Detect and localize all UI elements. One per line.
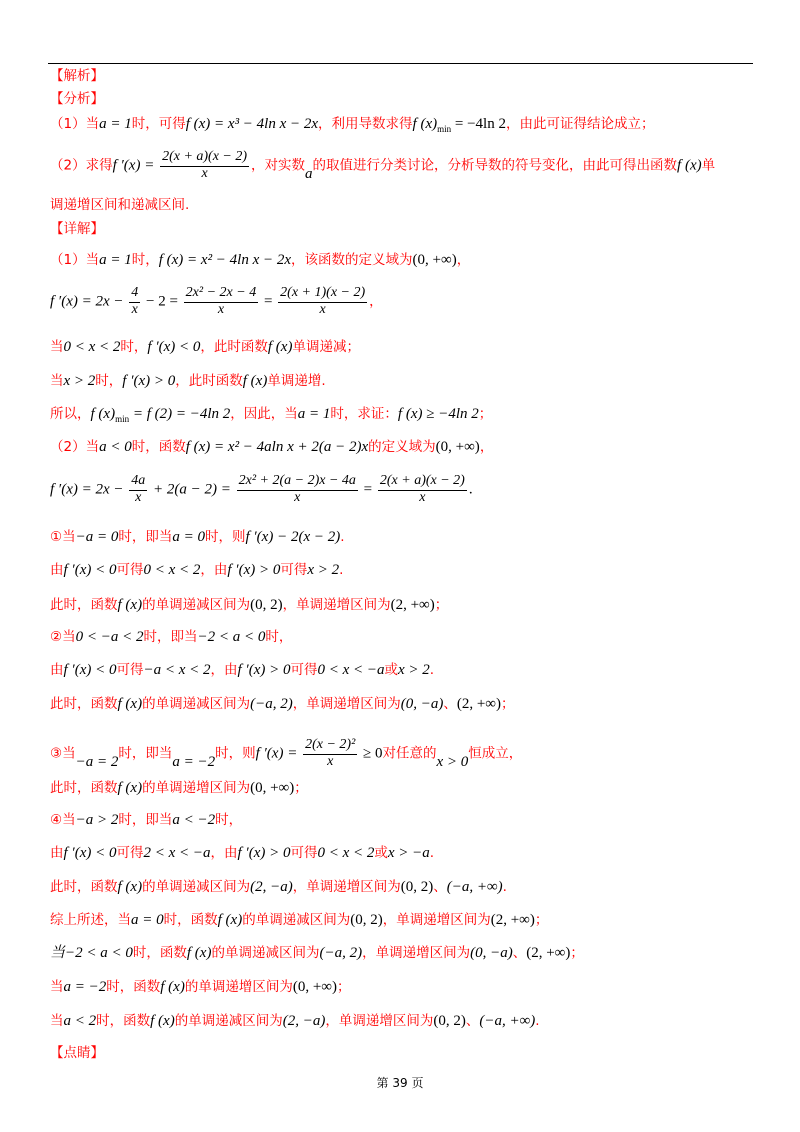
- math-cond: a = 0: [131, 912, 164, 928]
- text: 时，则: [204, 529, 246, 545]
- text: ④当: [50, 812, 76, 828]
- text: 由: [50, 845, 64, 861]
- detail-line-6: [50, 440, 493, 455]
- fraction-numerator: 2(x + a)(x − 2): [160, 150, 249, 167]
- summary-line-1: [50, 913, 548, 928]
- text: 的单调递增区间为: [184, 979, 293, 995]
- fraction-denominator: x: [201, 165, 208, 181]
- text: ；: [570, 945, 584, 961]
- text: ，由: [210, 662, 238, 678]
- text: 或: [384, 662, 398, 678]
- fraction-denominator: x: [135, 489, 142, 505]
- math-domain: (0, +∞): [435, 439, 480, 455]
- text: .: [429, 662, 435, 678]
- math-interval: (0, −a): [470, 945, 513, 961]
- text: 此时，函数: [50, 597, 118, 613]
- text: 当: [50, 339, 64, 355]
- text: 时，可得: [131, 116, 186, 132]
- text: 时，: [95, 373, 123, 389]
- math-interval: (0, +∞): [250, 780, 295, 796]
- math-interval: (0, 2): [350, 912, 383, 928]
- math-ge0: ≥ 0: [359, 745, 383, 762]
- text: 的单调递减区间为: [142, 696, 251, 712]
- text: 此时，函数: [50, 696, 118, 712]
- math-cond: x > −a: [387, 845, 430, 861]
- math-domain: (0, +∞): [412, 252, 457, 268]
- text: 的单调递增区间为: [142, 780, 251, 796]
- math-interval: (2, −a): [282, 1013, 326, 1029]
- text: 时，: [265, 629, 293, 645]
- tag-fenxi-text: 【分析】: [50, 91, 104, 107]
- math-fp-gt0: f ′(x) > 0: [227, 562, 281, 578]
- text: 调递增区间和递减区间.: [50, 197, 190, 213]
- fraction-denominator: x: [419, 489, 426, 505]
- math-cond: −a < x < 2: [143, 662, 211, 678]
- text: ，: [479, 439, 494, 455]
- text: ②当: [50, 629, 76, 645]
- text: ，: [369, 293, 383, 310]
- math-fp: f ′(x) − 2(x − 2): [245, 529, 341, 545]
- text: 恒成立，: [468, 745, 523, 762]
- text: 的单调递减区间为: [242, 912, 351, 928]
- math-interval: (0, 2): [250, 597, 283, 613]
- text: .: [502, 879, 507, 895]
- math-cond: 2 < x < −a: [143, 845, 211, 861]
- tag-dianjing: [50, 1047, 104, 1061]
- math-interval: (−a, 2): [319, 945, 363, 961]
- text: ，由: [200, 562, 228, 578]
- text: ③当: [50, 745, 76, 762]
- text: 由: [50, 662, 64, 678]
- fraction-numerator: 2(x − 2)²: [303, 738, 357, 755]
- math-fp-gt0: f ′(x) > 0: [122, 373, 176, 389]
- text: 由: [50, 562, 64, 578]
- math-interval: (2, +∞): [390, 597, 435, 613]
- fraction: [129, 286, 140, 317]
- text: 的取值进行分类讨论，分析导数的符号变化，由此可得出函数: [312, 157, 678, 174]
- math-neg4ln2: = −4ln 2: [451, 116, 506, 132]
- text: （2）当: [50, 439, 100, 455]
- math-cond: 0 < x < 2: [317, 845, 375, 861]
- fraction: [237, 474, 358, 505]
- math-cond: 0 < x < −a: [317, 662, 385, 678]
- math-fp-lt0: f ′(x) < 0: [63, 845, 117, 861]
- math-cond: 0 < x < 2: [63, 339, 121, 355]
- math-cond: −a = 0: [75, 529, 119, 545]
- case1-line-3: [50, 598, 448, 613]
- math-cond: a < 2: [63, 1013, 97, 1029]
- text: 的单调递减区间为: [174, 1013, 283, 1029]
- analysis-line-2: [50, 150, 715, 181]
- math-plus: + 2(a − 2) =: [149, 481, 235, 498]
- tag-xiangjie-text: 【详解】: [50, 221, 104, 237]
- text: 的单调递减区间为: [211, 945, 320, 961]
- math-fx: f (x): [677, 157, 702, 174]
- math-cond: a = 0: [172, 529, 205, 545]
- math-fp: f ′(x) =: [255, 745, 302, 762]
- text: ，由此可证得结论成立；: [505, 116, 655, 132]
- text: ①当: [50, 529, 76, 545]
- text: 、: [443, 696, 457, 712]
- math-cond: −a = 2: [75, 753, 119, 770]
- text: ，此时函数: [175, 373, 243, 389]
- math-interval: (2, −a): [250, 879, 293, 895]
- text: 时，即当: [143, 629, 198, 645]
- math-cond: x > 0: [436, 753, 469, 770]
- case2-line-3: [50, 697, 514, 712]
- case3-line-2: [50, 781, 308, 796]
- math-min-sub: min: [115, 414, 130, 424]
- math-fx: f (x): [117, 879, 143, 895]
- text: ，: [456, 252, 471, 268]
- summary-line-3: [50, 980, 350, 995]
- page-number: 第 39 页: [376, 1076, 424, 1090]
- math-fp-lt0: f ′(x) < 0: [63, 562, 117, 578]
- math-fx: f (x): [242, 373, 268, 389]
- fraction: [278, 286, 367, 317]
- text: ，利用导数求得: [318, 116, 413, 132]
- text: 时，: [120, 339, 148, 355]
- text: （2）求得: [50, 157, 113, 174]
- math-interval: (2, +∞): [526, 945, 571, 961]
- text: 可得: [290, 662, 318, 678]
- math-interval: (2, +∞): [456, 696, 501, 712]
- text: 时，函数: [163, 912, 218, 928]
- detail-line-5: [50, 407, 492, 424]
- math-fp-gt0: f ′(x) > 0: [237, 845, 291, 861]
- text: ，单调递增区间为: [362, 945, 471, 961]
- math-cond: x > 2: [307, 562, 340, 578]
- math-cond: a = −2: [63, 979, 107, 995]
- case2-line-1: [50, 630, 292, 645]
- math-interval: (0, 2): [400, 879, 434, 895]
- text: （1）当: [50, 252, 100, 268]
- case4-line-1: [50, 813, 242, 828]
- math-interval: (−a, 2): [250, 696, 293, 712]
- text: 此时，函数: [50, 879, 118, 895]
- math-fx-def: f (x) = x² − 4ln x − 2x: [158, 252, 292, 268]
- text: ，此时函数: [200, 339, 268, 355]
- text: ；: [336, 979, 351, 995]
- text: ，由: [210, 845, 238, 861]
- math-fx: f (x): [186, 945, 212, 961]
- fraction-numerator: 4a: [129, 474, 147, 491]
- detail-line-1: [50, 253, 470, 268]
- math-cond: x > 2: [398, 662, 430, 678]
- math-interval: (2, +∞): [490, 912, 535, 928]
- math-interval: (0, −a): [400, 696, 444, 712]
- math-a-lt-0: a < 0: [99, 439, 132, 455]
- text: 单调递增.: [267, 373, 326, 389]
- fraction-denominator: x: [217, 301, 225, 317]
- case4-line-2: [50, 846, 434, 861]
- text: 时，即当: [118, 529, 173, 545]
- text: 当: [50, 979, 64, 995]
- math-interval: (0, 2): [433, 1013, 466, 1029]
- math-fp-gt0: f ′(x) > 0: [237, 662, 291, 678]
- text: .: [339, 562, 344, 578]
- text: 的单调递减区间为: [142, 597, 251, 613]
- math-a-eq-1: a = 1: [297, 406, 331, 422]
- math-a: a: [305, 165, 313, 182]
- fraction-numerator: 2(x + a)(x − 2): [378, 474, 467, 491]
- math-cond: a < −2: [172, 812, 216, 828]
- text: 可得: [116, 562, 144, 578]
- text: 、: [465, 1013, 480, 1029]
- text: ，单调递增区间为: [382, 912, 491, 928]
- math-fx: f (x): [160, 979, 185, 995]
- text: 可得: [116, 845, 144, 861]
- analysis-line-3: [50, 199, 189, 213]
- text: .: [535, 1013, 540, 1029]
- summary-line-4: [50, 1014, 540, 1029]
- text: 时，函数: [96, 1013, 151, 1029]
- tag-xiangjie: [50, 223, 104, 237]
- text: 可得: [280, 562, 308, 578]
- text: 时，求证：: [330, 406, 398, 422]
- text: .: [429, 845, 435, 861]
- tag-dianjing-text: 【点睛】: [50, 1045, 104, 1061]
- text: ；: [478, 406, 493, 422]
- case1-line-2: [50, 563, 343, 578]
- math-fmin: f (x): [412, 116, 438, 132]
- math-fp2: f ′(x) = 2x −: [50, 481, 128, 498]
- text: 的单调递减区间为: [142, 879, 251, 895]
- math-eq: =: [359, 481, 376, 498]
- math-interval: (−a, +∞): [479, 1013, 536, 1029]
- detail-line-3: [50, 340, 360, 355]
- text: ，对实数: [251, 157, 306, 174]
- text: 此时，函数: [50, 780, 118, 796]
- text: 可得: [116, 662, 144, 678]
- math-fx: f (x): [117, 696, 143, 712]
- math-a-eq-1: a = 1: [99, 116, 132, 132]
- text: 的定义域为: [368, 439, 436, 455]
- text: .: [340, 529, 345, 545]
- math-cond: x > 2: [63, 373, 96, 389]
- detail-line-2: [50, 286, 383, 317]
- text: ；: [534, 912, 549, 928]
- fraction-numerator: 2x² − 2x − 4: [184, 286, 259, 303]
- math-eq: =: [260, 293, 277, 310]
- math-fx: f (x): [117, 597, 143, 613]
- text: ，该函数的定义域为: [291, 252, 413, 268]
- text: ，单调递增区间为: [282, 597, 391, 613]
- analysis-line-1: [50, 117, 654, 134]
- fraction: [160, 150, 249, 181]
- fraction-numerator: 4: [129, 286, 140, 303]
- text: 时，即当: [118, 745, 173, 762]
- math-fmin: f (x): [90, 406, 116, 422]
- math-f2: = f (2) = −4ln 2: [129, 406, 231, 422]
- text: 对任意的: [382, 745, 437, 762]
- math-cond: −a > 2: [75, 812, 119, 828]
- tag-jiexi: [50, 70, 104, 84]
- text: 当: [50, 1013, 64, 1029]
- text: 可得: [290, 845, 318, 861]
- math-fp1: f ′(x) = 2x −: [50, 293, 128, 310]
- summary-line-2: [50, 946, 584, 961]
- fraction-numerator: 2(x + 1)(x − 2): [278, 286, 367, 303]
- text: 时，则: [215, 745, 256, 762]
- math-cond: 0 < −a < 2: [75, 629, 144, 645]
- text: 时，: [215, 812, 243, 828]
- detail-line-4: [50, 374, 326, 389]
- fraction: [303, 738, 357, 769]
- case3-line-1: [50, 738, 522, 769]
- math-interval: (−a, +∞): [446, 879, 503, 895]
- math-a-eq-1: a = 1: [99, 252, 132, 268]
- fraction: [129, 474, 147, 505]
- fraction-numerator: 2x² + 2(a − 2)x − 4a: [237, 474, 358, 491]
- math-cond: −2 < a < 0: [197, 629, 266, 645]
- case1-line-1: [50, 530, 345, 545]
- text: 综上所述，当: [50, 912, 131, 928]
- case4-line-3: [50, 880, 507, 895]
- fraction-denominator: x: [319, 301, 326, 317]
- text: 时，函数: [131, 439, 186, 455]
- math-interval: (0, +∞): [292, 979, 337, 995]
- tag-jiexi-text: 【解析】: [50, 68, 104, 84]
- math-fx: f (x): [217, 912, 243, 928]
- text: 或: [374, 845, 388, 861]
- text: 所以，: [50, 406, 91, 422]
- header-rule: [48, 63, 753, 64]
- math-minus2: − 2 =: [142, 293, 182, 310]
- math-cond: a = −2: [172, 753, 216, 770]
- fraction: [378, 474, 467, 505]
- text: ；: [500, 696, 515, 712]
- math-fx: f (x): [267, 339, 293, 355]
- math-cond: 当−2 < a < 0: [50, 945, 133, 961]
- math-fx-def: f (x) = x³ − 4ln x − 2x: [185, 116, 319, 132]
- text: ，因此，当: [230, 406, 298, 422]
- math-cond: 0 < x < 2: [143, 562, 201, 578]
- math-fp-lt0: f ′(x) < 0: [147, 339, 201, 355]
- math-fx: f (x): [117, 780, 143, 796]
- text: 、: [433, 879, 447, 895]
- text: 时，: [131, 252, 159, 268]
- fraction-denominator: x: [327, 753, 334, 769]
- fraction-denominator: x: [131, 301, 138, 317]
- tag-fenxi: [50, 93, 104, 107]
- text: ；: [434, 597, 449, 613]
- text: 当: [50, 373, 64, 389]
- math-fx-def2: f (x) = x² − 4aln x + 2(a − 2)x: [185, 439, 369, 455]
- math-fp-lt0: f ′(x) < 0: [63, 662, 117, 678]
- text: （1）当: [50, 116, 100, 132]
- math-fx-ge: f (x) ≥ −4ln 2: [397, 406, 479, 422]
- math-fprime: f ′(x) =: [112, 157, 159, 174]
- text: 时，即当: [118, 812, 173, 828]
- text: 单调递减；: [292, 339, 360, 355]
- case2-line-2: [50, 663, 434, 678]
- math-min-sub: min: [437, 124, 452, 134]
- text: 单: [701, 157, 716, 174]
- detail-line-7: f ′(x) = 2x − $\frac{4a}{x}$ + 2(a − 2) = $\frac{\text{2x² + 2(a − 2)x − 4a}}{x}$ = $\frac{2(x + a)(x - 2)}{x}$ .: [50, 473, 473, 505]
- text: ，单调递增区间为: [292, 696, 401, 712]
- text: ，单调递增区间为: [325, 1013, 434, 1029]
- text: 时，函数: [132, 945, 187, 961]
- text: 时，函数: [106, 979, 161, 995]
- text: ，单调递增区间为: [292, 879, 401, 895]
- fraction: [184, 286, 259, 317]
- fraction-denominator: x: [294, 489, 301, 505]
- text: 、: [512, 945, 527, 961]
- text: ；: [294, 780, 308, 796]
- math-fx: f (x): [150, 1013, 175, 1029]
